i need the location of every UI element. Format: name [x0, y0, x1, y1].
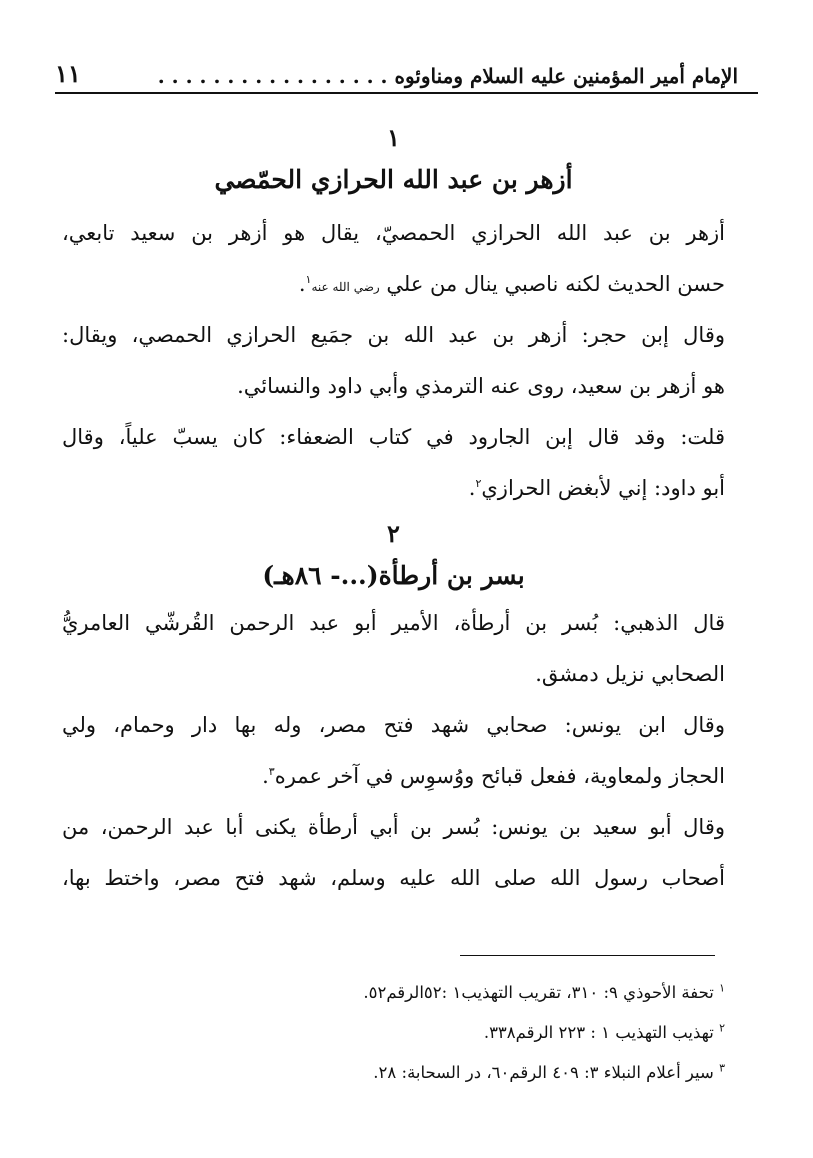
leader-dots: . . . . . . . . . . . . . . . . .	[157, 64, 388, 88]
paragraph-line: أصحاب رسول الله صلى الله عليه وسلم، شهد فتح مصر، واختط بها،	[62, 866, 725, 890]
footnote-ref: ١	[305, 273, 312, 286]
paragraph-line: قلت: وقد قال إبن الجارود في كتاب الضعفاء: كان يسبّ علياً، وقال	[62, 425, 725, 449]
running-head	[55, 48, 738, 88]
footnote: $^٢$ تهذيب التهذيب ١ : ٢٢٣ الرقم٣٣٨.	[483, 1021, 725, 1042]
footnote: $^١$ تحفة الأحوذي ٩: ٣١٠، تقريب التهذيب١ :٥٢الرقم٥٢.	[363, 981, 725, 1002]
paragraph-line: وقال إبن حجر: أزهر بن عبد الله بن جمَيع الحرازي الحمصي، ويقال:	[62, 323, 725, 347]
footnote-ref: ٢	[475, 477, 482, 490]
paragraph-line: حسن الحديث لكنه ناصبي ينال من علي رضي الله عنه$^١$.	[298, 272, 725, 296]
paragraph-line: هو أزهر بن سعيد، روى عنه الترمذي وأبي داود والنسائي.	[237, 374, 725, 398]
paragraph-line: وقال أبو سعيد بن يونس: بُسر بن أبي أرطأة يكنى أبا عبد الرحمن، من	[62, 815, 725, 839]
paragraph-line: الصحابي نزيل دمشق.	[535, 662, 725, 686]
footnote-ref: ٣	[268, 765, 275, 778]
entry-number: ٢	[387, 519, 400, 548]
footnote-rule	[460, 955, 715, 956]
paragraph-line: أبو داود: إني لأبغض الحرازي$^٢$.	[468, 476, 725, 500]
footnotes	[62, 973, 725, 1093]
paragraph-line: وقال ابن يونس: صحابي شهد فتح مصر، وله بها دار وحمام، ولي	[62, 713, 725, 737]
footnote: $^٣$ سير أعلام النبلاء ٣: ٤٠٩ الرقم٦٠، در السحابة: ٢٨.	[373, 1061, 725, 1082]
honorific-glyph: رضي الله عنه	[311, 280, 380, 294]
paragraph-line: أزهر بن عبد الله الحرازي الحمصيّ، يقال هو أزهر بن سعيد تابعي،	[62, 221, 725, 245]
running-head-title	[158, 64, 738, 88]
page-number: ١١	[55, 59, 81, 88]
paragraph-line: الحجاز ولمعاوية، ففعل قبائح ووُسوِس في آخر عمره$^٣$.	[262, 764, 725, 788]
entry-title: أزهر بن عبد الله الحرازي الحمّصي	[214, 165, 573, 194]
entry-title: بسر بن أرطأة(...- ٨٦هـ)	[262, 561, 525, 590]
page-body	[62, 118, 725, 904]
entry-number: ١	[387, 123, 400, 152]
running-title-text: الإمام أمير المؤمنين عليه السلام ومناوئوه	[394, 64, 738, 88]
header-rule	[55, 92, 758, 94]
paragraph-line: قال الذهبي: بُسر بن أرطأة، الأمير أبو عبد الرحمن القُرشّي العامريُّ	[62, 611, 725, 635]
